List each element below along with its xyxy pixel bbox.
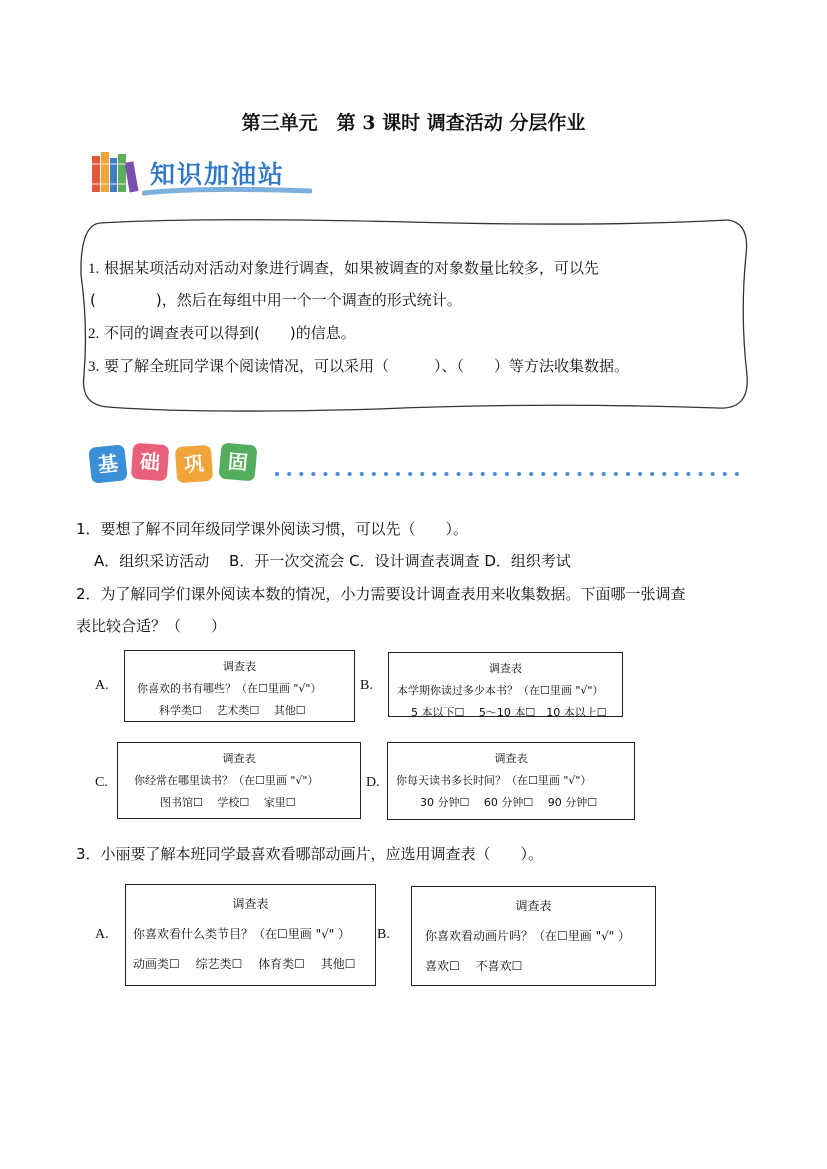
survey-options: 30 分钟☐ 60 分钟☐ 90 分钟☐	[420, 796, 598, 809]
q2-label-c: C.	[95, 775, 108, 790]
survey-question: 你喜欢的书有哪些？（在☐里画 "√"）	[137, 682, 322, 695]
survey-question: 你喜欢看动画片吗？（在☐里画 "√" ）	[425, 929, 631, 943]
survey-title: 调查表	[494, 752, 528, 765]
knowledge-item-1-cont: ( )，然后在每组中用一个一个调查的形式统计。	[90, 291, 462, 309]
q2-label-d: D.	[366, 775, 380, 790]
survey-options: 图书馆☐ 学校☐ 家里☐	[160, 796, 296, 809]
question-1-options: A．组织采访活动 B．开一次交流会 C．设计调查表调查 D．组织考试	[94, 552, 571, 570]
survey-question: 你经常在哪里读书？（在☐里画 "√"）	[134, 774, 319, 787]
dotted-divider	[274, 462, 740, 468]
q2-survey-card-a	[124, 650, 355, 722]
q2-survey-card-b	[388, 652, 623, 717]
survey-question: 本学期你读过多少本书？（在☐里画 "√"）	[397, 684, 604, 697]
survey-question: 你每天读书多长时间？（在☐里画 "√"）	[396, 774, 592, 787]
survey-title: 调查表	[232, 897, 269, 911]
q2-label-b: B.	[360, 678, 373, 693]
survey-options: 5 本以下☐ 5～10 本☐ 10 本以上☐	[411, 706, 607, 719]
badge-char-2: 础	[131, 443, 169, 481]
survey-options: 科学类☐ 艺术类☐ 其他☐	[159, 704, 306, 717]
question-2-cont: 表比较合适？（ ）	[76, 617, 227, 635]
page-title: 第三单元 第 3 课时 调查活动 分层作业	[241, 112, 586, 134]
q2-survey-card-d	[387, 742, 635, 820]
badge-char-3: 巩	[175, 445, 213, 483]
q3-survey-card-b	[411, 886, 656, 986]
q2-survey-card-c	[117, 742, 361, 819]
q3-label-a: A.	[95, 927, 109, 942]
question-1: 1．要想了解不同年级同学课外阅读习惯，可以先（ ）。	[76, 520, 469, 538]
section-heading-basics	[90, 440, 270, 490]
q3-survey-card-a	[125, 884, 376, 986]
books-icon	[90, 150, 142, 194]
knowledge-box	[78, 215, 753, 415]
knowledge-item-1: 1. 根据某项活动对活动对象进行调查，如果被调查的对象数量比较多，可以先	[88, 259, 600, 277]
survey-question: 你喜欢看什么类节目？（在☐里画 "√" ）	[133, 927, 351, 941]
badge-char-1: 基	[88, 444, 128, 484]
knowledge-item-3: 3. 要了解全班同学课个阅读情况，可以采用（ ）、（ ）等方法收集数据。	[88, 357, 630, 375]
q2-label-a: A.	[95, 678, 109, 693]
knowledge-item-2: 2. 不同的调查表可以得到( )的信息。	[88, 324, 356, 342]
survey-title: 调查表	[515, 899, 552, 913]
survey-title: 调查表	[489, 662, 522, 675]
question-2: 2．为了解同学们课外阅读本数的情况，小力需要设计调查表用来收集数据。下面哪一张调查	[76, 585, 686, 603]
q3-label-b: B.	[377, 927, 390, 942]
section-heading-knowledge: 知识加油站	[150, 160, 286, 189]
survey-options: 喜欢☐ 不喜欢☐	[425, 959, 523, 973]
survey-title: 调查表	[222, 752, 256, 765]
question-3: 3．小丽要了解本班同学最喜欢看哪部动画片，应选用调查表（ ）。	[76, 845, 544, 863]
survey-title: 调查表	[223, 660, 256, 673]
badge-char-4: 固	[218, 442, 257, 481]
survey-options: 动画类☐ 综艺类☐ 体育类☐ 其他☐	[133, 957, 356, 971]
